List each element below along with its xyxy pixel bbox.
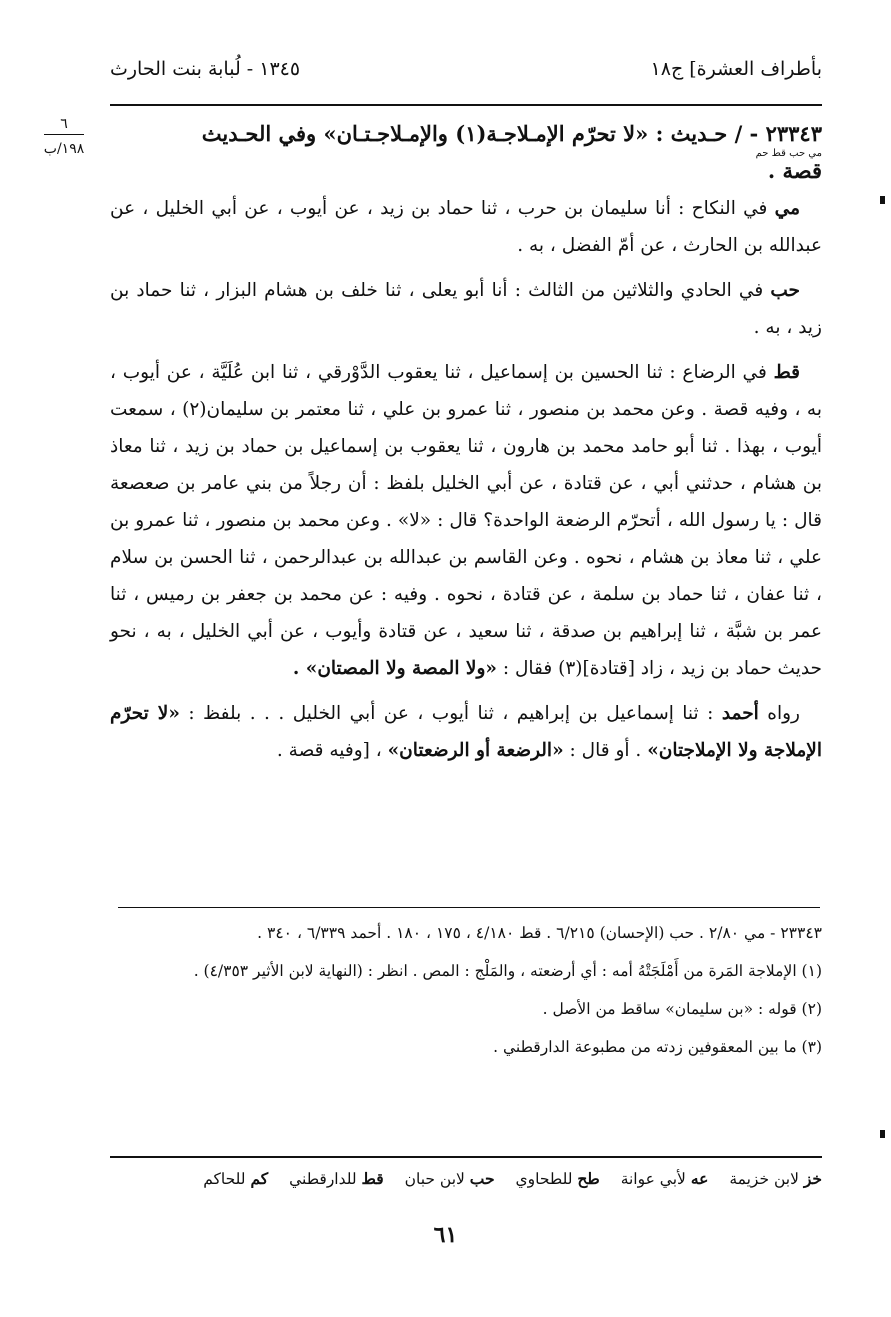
abbreviation-item: حب لابن حبان: [404, 1169, 495, 1188]
footnote-rule: [118, 907, 820, 908]
source-code: حب: [770, 280, 800, 301]
paragraph-darimi: [110, 190, 822, 264]
abbreviation-item: طح للطحاوي: [515, 1169, 600, 1188]
paragraph-ibn-hibban: [110, 272, 822, 346]
paragraph-text: : ثنا إسماعيل بن إبراهيم ، ثنا أيوب ، عن أبي الخليل . . . بلفظ :: [188, 703, 714, 724]
book-title: بأطراف العشرة] ج١٨: [650, 58, 822, 80]
quoted-text: «لا تحرّم الإملاجة ولا الإملاجتان»: [110, 703, 822, 761]
hadith-title-end: قصة .: [767, 158, 822, 183]
hadith-source-codes: مي حب قط حم: [755, 148, 822, 159]
footnotes: [110, 918, 822, 1070]
running-header: [110, 58, 822, 92]
main-text: [110, 120, 822, 769]
source-code: قط: [773, 362, 800, 383]
paragraph-text: في النكاح : أنا سليمان بن حرب ، ثنا حماد بن زيد ، عن أيوب ، عن أبي الخليل ، عن عبدالله بن الحارث ، عن أمّ الفضل ، به .: [110, 198, 822, 256]
page-number: ٦١: [433, 1222, 458, 1248]
header-rule: [110, 104, 822, 106]
paragraph-ahmad: [110, 695, 822, 769]
margin-note-top: ٦: [44, 116, 84, 135]
margin-note: [34, 116, 94, 157]
footnote-2: (٢) قوله : «بن سليمان» ساقط من الأصل .: [542, 1000, 822, 1018]
section-title: ١٣٤٥ - لُبابة بنت الحارث: [110, 58, 301, 80]
quoted-text: «ولا المصة ولا المصتان» .: [292, 658, 497, 679]
abbreviation-item: قط للدارقطني: [289, 1169, 384, 1188]
footnote-references: ٢٣٣٤٣ - مي ٢/٨٠ . حب (الإحسان) ٦/٢١٥ . قط ٤/١٨٠ ، ١٧٥ ، ١٨٠ . أحمد ٦/٣٣٩ ، ٣٤٠ .: [257, 924, 822, 942]
abbreviation-rule: [110, 1156, 822, 1158]
paragraph-text: رواه: [767, 703, 800, 724]
abbreviation-item: عه لأبي عوانة: [620, 1169, 709, 1188]
paragraph-text: في الرضاع : ثنا الحسين بن إسماعيل ، ثنا يعقوب الدَّوْرقي ، ثنا ابن عُلَيَّة ، عن أيوب ، به ، وفيه قصة . وعن محمد بن منصور ، ثنا عمرو بن علي ، ثنا معتمر بن سليمان(٢) ، سمعت أيوب ، بهذا . ثنا أبو حامد محمد بن هارون ، ثنا يعقوب بن إسماعيل بن حماد بن زيد ، ثنا معاذ بن هشام ، حدثني أبي ، عن قتادة ، عن أبي الخليل بلفظ : أن رجلاً من بني عامر بن صعصعة قال : يا رسول الله ، أتحرّم الرضعة الواحدة؟ قال : «لا» . وعن محمد بن منصور ، ثنا عمرو بن علي ، ثنا معاذ بن هشام ، نحوه . وعن القاسم بن عبدالله بن عبدالرحمن ، ثنا الحسن بن سلام ، ثنا عفان ، ثنا حماد بن سلمة ، عن قتادة ، نحوه . وفيه : عن محمد بن جعفر بن رميس ، ثنا عمر بن شبَّة ، ثنا إبراهيم بن صدقة ، ثنا سعيد ، عن قتادة وأيوب ، عن أبي الخليل ، به ، نحو حديث حماد بن زيد ، زاد [قتادة](٣) فقال :: [110, 362, 822, 679]
hadith-title: ٢٣٣٤٣ - / حـديث : «لا تحرّم الإمـلاجـة(١) والإمـلاجـتـان» وفي الحـديث: [201, 121, 822, 146]
quoted-text: «الرضعة أو الرضعتان»: [387, 740, 564, 761]
paragraph-text: في الحادي والثلاثين من الثالث : أنا أبو يعلى ، ثنا خلف بن هشام البزار ، ثنا حماد بن زيد ، به .: [110, 280, 822, 338]
margin-note-bottom: ١٩٨/ب: [43, 141, 85, 157]
abbreviation-item: كم للحاكم: [203, 1169, 269, 1188]
abbreviation-key: [110, 1166, 822, 1192]
paragraph-text: . أو قال :: [569, 740, 642, 761]
footnote-1: (١) الإملاجة المَرة من أَمْلَجَتْهُ أمه : أي أرضعته ، والمَلْج : المص . انظر : (النهاية لابن الأثير ٤/٣٥٣) .: [193, 962, 822, 980]
source-code: مي: [774, 198, 800, 219]
paragraph-daraqutni: [110, 354, 822, 687]
abbreviation-item: خز لابن خزيمة: [729, 1169, 822, 1188]
footnote-3: (٣) ما بين المعقوفين زدته من مطبوعة الدارقطني .: [493, 1038, 822, 1056]
margin-mark: [880, 196, 885, 204]
source-name: أحمد: [721, 703, 759, 724]
paragraph-text: ، [وفيه قصة .: [276, 740, 382, 761]
margin-mark: [880, 1130, 885, 1138]
